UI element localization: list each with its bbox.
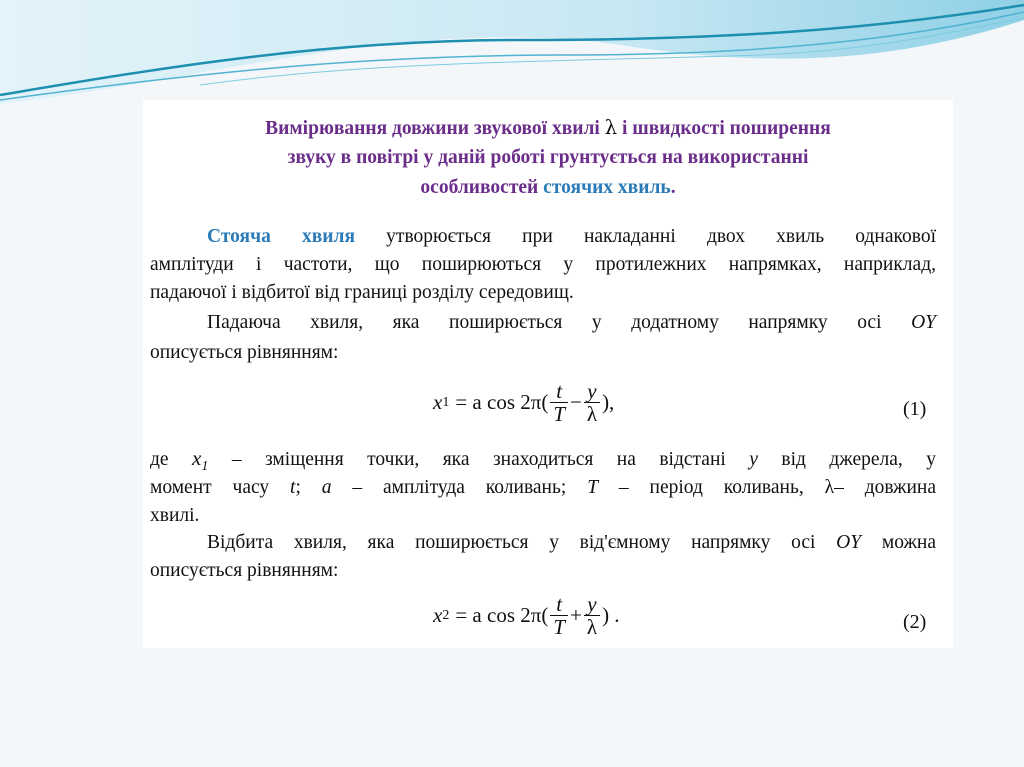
fraction-t-over-T: $\frac{t}{T}$ <box>550 380 568 425</box>
fraction-y-over-lambda: $\frac{y}{\lambda}$ <box>584 593 600 638</box>
paragraph-1-line-1: Стояча хвиля утворюється при накладанні двох хвиль однакової <box>207 226 936 247</box>
paragraph-3-line-3: хвилі. <box>150 505 200 526</box>
slide-content <box>143 100 953 648</box>
title-line-3: особливостей стоячих хвиль. <box>420 177 676 198</box>
paragraph-4-line-2: описується рівнянням: <box>150 560 339 581</box>
paragraph-2-line-2: описується рівнянням: <box>150 342 339 363</box>
equation-2: x 2 = a cos 2π( $\frac{t}{T}$ + $\frac{y}{\lambda}$ ) . <box>433 592 620 639</box>
decorative-wave-header <box>0 0 1024 110</box>
title-line-1: Вимірювання довжини звукової хвилі λ і швидкості поширення <box>265 116 831 139</box>
paragraph-3-line-2: момент часу t; a – амплітуда коливань; T – період коливань, λ– довжина <box>150 477 937 498</box>
paragraph-1-line-2: амплітуди і частоти, що поширюються у протилежних напрямках, наприклад, <box>150 254 936 275</box>
paragraph-2-line-1: Падаюча хвиля, яка поширюється у додатному напрямку осі OY <box>207 312 936 333</box>
title-line-2: звуку в повітрі у даній роботі грунтується на використанні <box>287 147 809 168</box>
paragraph-1-line-3: падаючої і відбитої від границі розділу середовищ. <box>150 282 574 303</box>
fraction-y-over-lambda: $\frac{y}{\lambda}$ <box>584 380 600 425</box>
equation-1-number: (1) <box>903 398 927 420</box>
equation-2-number: (2) <box>903 611 927 633</box>
equation-1: x 1 = a cos 2π( $\frac{t}{T}$ − $\frac{y}{\lambda}$ ), <box>433 379 615 426</box>
paragraph-4-line-1: Відбита хвиля, яка поширюється у від'ємному напрямку осі OY можна <box>207 532 937 553</box>
paragraph-3-line-1: де $x_1$ – зміщення точки, яка знаходиться на відстані y від джерела, у <box>150 446 937 475</box>
fraction-t-over-T: $\frac{t}{T}$ <box>550 593 568 638</box>
